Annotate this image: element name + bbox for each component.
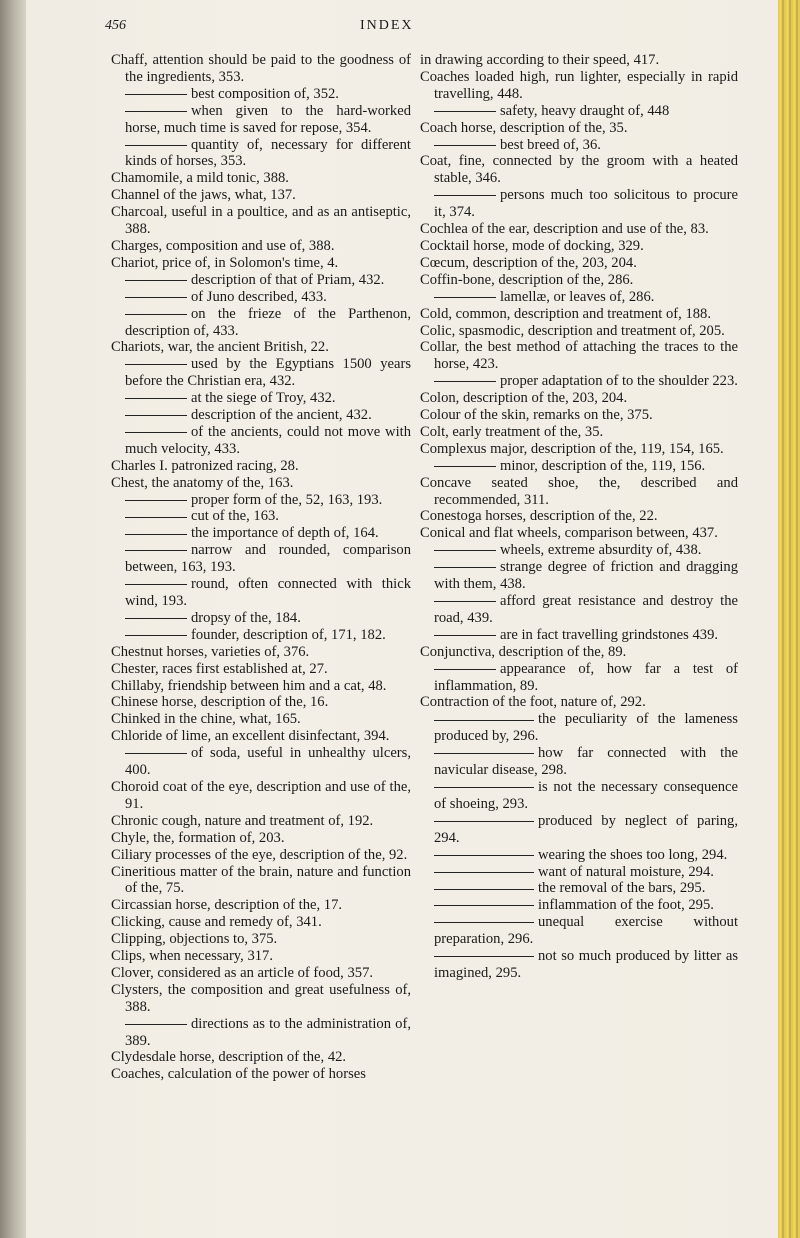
index-entry-text: wheels, extreme absurdity of, 438. — [500, 542, 702, 559]
index-entry-text: description of the ancient, 432. — [191, 407, 372, 424]
index-entry-text: Chamomile, a mild tonic, 388. — [111, 170, 289, 187]
index-entry — [420, 238, 738, 255]
index-subentry — [111, 508, 411, 525]
index-entry-text: in drawing according to their speed, 417. — [420, 52, 660, 68]
index-subentry — [420, 745, 738, 779]
index-entry — [420, 323, 738, 340]
index-subentry — [111, 407, 411, 424]
index-entry-text: unequal exercise without preparation, 296. — [434, 914, 738, 948]
index-entry-text: Chyle, the, formation of, 203. — [111, 829, 285, 846]
index-entry — [111, 694, 411, 711]
ditto-dash — [434, 821, 534, 822]
index-subentry — [111, 86, 411, 103]
index-subentry — [420, 187, 738, 221]
index-entry-text: at the siege of Troy, 432. — [191, 390, 336, 407]
index-entry-text: directions as to the administration of, 389. — [125, 1015, 411, 1049]
book-binding-edge — [0, 0, 26, 1238]
index-entry — [420, 272, 738, 289]
index-entry-text: used by the Egyptians 1500 years before the Christian era, 432. — [125, 356, 411, 390]
index-entry — [111, 52, 411, 86]
index-entry-text: strange degree of friction and dragging with them, 438. — [434, 559, 738, 593]
index-subentry — [420, 914, 738, 948]
ditto-dash — [125, 280, 187, 281]
index-entry — [111, 204, 411, 238]
index-entry — [111, 458, 411, 475]
index-entry — [420, 508, 738, 525]
index-entry-text: Coat, fine, connected by the groom with a heated stable, 346. — [420, 153, 738, 187]
index-entry — [111, 965, 411, 982]
index-subentry — [111, 610, 411, 627]
ditto-dash — [434, 195, 496, 196]
ditto-dash — [125, 314, 187, 315]
ditto-dash — [434, 855, 534, 856]
index-subentry — [111, 542, 411, 576]
index-entry-text: dropsy of the, 184. — [191, 609, 301, 626]
ditto-dash — [434, 297, 496, 298]
ditto-dash — [125, 517, 187, 518]
index-entry-text: Charges, composition and use of, 388. — [111, 237, 335, 254]
ditto-dash — [434, 889, 534, 890]
page-number: 456 — [105, 18, 126, 33]
index-entry-text: Chariots, war, the ancient British, 22. — [111, 339, 329, 356]
index-entry — [420, 441, 738, 458]
index-entry — [420, 221, 738, 238]
index-entry-text: Clysters, the composition and great usefulness of, 388. — [111, 981, 411, 1015]
index-entry — [420, 153, 738, 187]
index-entry-text: of soda, useful in unhealthy ulcers, 400. — [125, 745, 411, 779]
ditto-dash — [125, 584, 187, 585]
index-entry-text: Cocktail horse, mode of docking, 329. — [420, 237, 644, 254]
index-entry-text: Collar, the best method of attaching the traces to the horse, 423. — [420, 339, 738, 373]
index-entry — [420, 407, 738, 424]
index-entry — [111, 1049, 411, 1066]
ditto-dash — [434, 669, 496, 670]
index-entry-text: Cold, common, description and treatment of, 188. — [420, 305, 712, 322]
index-subentry — [420, 948, 738, 982]
index-entry — [111, 475, 411, 492]
ditto-dash — [125, 94, 187, 95]
index-entry-text: narrow and rounded, comparison between, 163, 193. — [125, 542, 411, 576]
index-entry-text: best breed of, 36. — [500, 136, 601, 153]
index-entry-text: wearing the shoes too long, 294. — [538, 846, 728, 863]
index-entry-text: on the frieze of the Parthenon, description of, 433. — [125, 305, 411, 339]
index-entry-text: lamellæ, or leaves of, 286. — [500, 288, 655, 305]
index-entry-text: Chaff, attention should be paid to the goodness of the ingredients, 353. — [111, 52, 411, 85]
index-entry — [420, 69, 738, 103]
index-column-left — [111, 52, 411, 1083]
ditto-dash — [125, 550, 187, 551]
index-entry — [420, 390, 738, 407]
index-entry — [420, 120, 738, 137]
index-subentry — [420, 373, 738, 390]
index-subentry — [420, 864, 738, 881]
index-subentry — [420, 779, 738, 813]
index-entry-text: Clipping, objections to, 375. — [111, 931, 278, 948]
index-entry-text: proper form of the, 52, 163, 193. — [191, 491, 383, 508]
ditto-dash — [125, 297, 187, 298]
index-entry-text: Clover, considered as an article of food, 357. — [111, 964, 374, 981]
index-entry-text: Cœcum, description of the, 203, 204. — [420, 254, 637, 271]
index-entry — [420, 339, 738, 373]
page-right-edge — [778, 0, 800, 1238]
index-entry-text: Circassian horse, description of the, 17. — [111, 897, 343, 914]
index-entry-text: Coffin-bone, description of the, 286. — [420, 271, 634, 288]
ditto-dash — [434, 567, 496, 568]
ditto-dash — [125, 753, 187, 754]
index-entry-text: inflammation of the foot, 295. — [538, 897, 714, 914]
index-entry-text: best composition of, 352. — [191, 85, 339, 102]
index-entry — [111, 982, 411, 1016]
ditto-dash — [125, 618, 187, 619]
ditto-dash — [434, 635, 496, 636]
index-entry-text: when given to the hard-worked horse, much time is saved for repose, 354. — [125, 102, 411, 136]
index-column-right — [420, 52, 738, 982]
index-subentry — [420, 559, 738, 593]
index-entry — [111, 711, 411, 728]
ditto-dash — [434, 601, 496, 602]
index-entry-text: Clicking, cause and remedy of, 341. — [111, 914, 322, 931]
index-subentry — [420, 661, 738, 695]
index-entry-text: Coaches loaded high, run lighter, especially in rapid travelling, 448. — [420, 68, 738, 102]
index-entry — [420, 475, 738, 509]
index-entry — [111, 255, 411, 272]
index-subentry — [420, 847, 738, 864]
index-entry — [111, 813, 411, 830]
index-entry-text: persons much too solicitous to procure it, 374. — [434, 187, 738, 221]
ditto-dash — [434, 956, 534, 957]
ditto-dash — [434, 466, 496, 467]
index-entry — [111, 1066, 411, 1083]
index-entry — [111, 170, 411, 187]
index-entry-text: Conestoga horses, description of the, 22. — [420, 508, 658, 525]
index-entry-text: Chester, races first established at, 27. — [111, 660, 328, 677]
index-entry-text: Colon, description of the, 203, 204. — [420, 390, 628, 407]
index-entry-text: quantity of, necessary for different kinds of horses, 353. — [125, 136, 411, 170]
index-entry-text: afford great resistance and destroy the road, 439. — [434, 593, 738, 626]
index-entry — [420, 644, 738, 661]
ditto-dash — [434, 787, 534, 788]
index-entry-text: of the ancients, could not move with much velocity, 433. — [125, 423, 411, 457]
index-subentry — [111, 525, 411, 542]
index-entry — [111, 864, 411, 898]
index-entry-text: Colt, early treatment of the, 35. — [420, 423, 604, 440]
page-header — [105, 18, 665, 42]
index-subentry — [420, 137, 738, 154]
index-entry-text: description of that of Priam, 432. — [191, 271, 385, 288]
ditto-dash — [125, 500, 187, 501]
index-entry — [111, 187, 411, 204]
ditto-dash — [434, 905, 534, 906]
index-entry-text: minor, description of the, 119, 156. — [500, 457, 706, 474]
index-entry — [111, 644, 411, 661]
index-entry — [111, 678, 411, 695]
ditto-dash — [125, 635, 187, 636]
index-entry — [111, 779, 411, 813]
index-entry-text: Coaches, calculation of the power of horses — [111, 1066, 366, 1083]
index-entry-text: founder, description of, 171, 182. — [191, 626, 386, 643]
index-entry-text: round, often connected with thick wind, 193. — [125, 576, 411, 609]
index-subentry — [420, 627, 738, 644]
index-subentry — [420, 289, 738, 306]
index-entry-text: not so much produced by litter as imagined, 295. — [434, 948, 738, 981]
index-entry-text: Conical and flat wheels, comparison between, 437. — [420, 525, 718, 542]
ditto-dash — [125, 1024, 187, 1025]
index-entry-text: is not the necessary consequence of shoeing, 293. — [434, 778, 738, 812]
index-entry-text: Cochlea of the ear, description and use of the, 83. — [420, 221, 709, 238]
index-subentry — [111, 137, 411, 171]
index-entry-text: Clydesdale horse, description of the, 42. — [111, 1049, 347, 1066]
index-entry-text: the importance of depth of, 164. — [191, 525, 379, 542]
index-entry-text: how far connected with the navicular disease, 298. — [434, 745, 738, 779]
index-entry-text: Choroid coat of the eye, description and use of the, 91. — [111, 778, 411, 812]
ditto-dash — [434, 550, 496, 551]
index-entry-text: Colic, spasmodic, description and treatment of, 205. — [420, 322, 725, 339]
index-entry — [111, 238, 411, 255]
index-subentry — [420, 897, 738, 914]
index-entry — [111, 728, 411, 745]
index-entry — [111, 661, 411, 678]
ditto-dash — [434, 111, 496, 112]
index-entry — [111, 830, 411, 847]
index-entry-text: appearance of, how far a test of inflammation, 89. — [434, 660, 738, 694]
index-entry-text: are in fact travelling grindstones 439. — [500, 626, 719, 643]
index-entry-text: Chillaby, friendship between him and a cat, 48. — [111, 677, 387, 694]
index-entry-text: Chariot, price of, in Solomon's time, 4. — [111, 254, 339, 271]
ditto-dash — [125, 534, 187, 535]
index-entry — [420, 255, 738, 272]
index-entry-text: proper adaptation of to the shoulder 223. — [500, 373, 738, 390]
index-subentry — [420, 458, 738, 475]
ditto-dash — [125, 111, 187, 112]
ditto-dash — [125, 432, 187, 433]
index-subentry — [111, 424, 411, 458]
index-entry — [111, 931, 411, 948]
index-entry-text: Complexus major, description of the, 119, 154, 165. — [420, 440, 724, 457]
index-entry-text: want of natural moisture, 294. — [538, 863, 714, 880]
index-subentry — [420, 103, 738, 120]
ditto-dash — [125, 398, 187, 399]
index-entry-text: the peculiarity of the lameness produced by, 296. — [434, 711, 738, 745]
index-subentry — [420, 813, 738, 847]
index-subentry — [420, 593, 738, 627]
index-entry-text: Coach horse, description of the, 35. — [420, 119, 628, 136]
index-entry-text: Channel of the jaws, what, 137. — [111, 187, 296, 204]
index-entry — [111, 948, 411, 965]
index-entry-text: Chloride of lime, an excellent disinfectant, 394. — [111, 728, 390, 745]
index-entry — [111, 914, 411, 931]
index-entry-text: of Juno described, 433. — [191, 288, 327, 305]
index-subentry — [111, 1016, 411, 1050]
index-entry-text: Cineritious matter of the brain, nature and function of the, 75. — [111, 863, 411, 897]
ditto-dash — [434, 922, 534, 923]
index-entry-text: Chinese horse, description of the, 16. — [111, 694, 329, 711]
index-entry — [111, 339, 411, 356]
index-entry-text: Charcoal, useful in a poultice, and as an antiseptic, 388. — [111, 204, 411, 238]
ditto-dash — [434, 872, 534, 873]
index-subentry — [111, 492, 411, 509]
ditto-dash — [434, 381, 496, 382]
index-entry-text: Chest, the anatomy of the, 163. — [111, 474, 294, 491]
index-subentry — [111, 289, 411, 306]
index-entry-text: Colour of the skin, remarks on the, 375. — [420, 407, 653, 424]
index-subentry — [420, 880, 738, 897]
index-entry-text: produced by neglect of paring, 294. — [434, 812, 738, 846]
index-subentry — [111, 390, 411, 407]
index-entry-text: Chestnut horses, varieties of, 376. — [111, 643, 310, 660]
index-entry-text: Ciliary processes of the eye, description of the, 92. — [111, 846, 408, 863]
index-subentry — [111, 627, 411, 644]
index-entry — [111, 847, 411, 864]
index-entry-text: safety, heavy draught of, 448 — [500, 102, 670, 119]
index-subentry — [420, 542, 738, 559]
index-entry-text: Contraction of the foot, nature of, 292. — [420, 694, 646, 711]
index-entry-text: Conjunctiva, description of the, 89. — [420, 643, 627, 660]
index-entry-text: cut of the, 163. — [191, 508, 279, 525]
index-subentry — [111, 272, 411, 289]
index-entry-text: Charles I. patronized racing, 28. — [111, 457, 299, 474]
index-subentry — [111, 356, 411, 390]
index-subentry — [111, 576, 411, 610]
index-subentry — [111, 103, 411, 137]
index-entry-text: Chronic cough, nature and treatment of, 192. — [111, 812, 374, 829]
ditto-dash — [434, 720, 534, 721]
index-subentry — [111, 306, 411, 340]
index-entry-continued — [420, 52, 738, 69]
ditto-dash — [125, 415, 187, 416]
index-entry — [420, 424, 738, 441]
page-title: INDEX — [360, 18, 414, 33]
index-entry-text: Clips, when necessary, 317. — [111, 948, 273, 965]
index-entry — [111, 897, 411, 914]
index-entry-text: Chinked in the chine, what, 165. — [111, 711, 301, 728]
index-subentry — [111, 745, 411, 779]
ditto-dash — [125, 145, 187, 146]
index-entry — [420, 525, 738, 542]
index-entry — [420, 694, 738, 711]
index-entry-text: Concave seated shoe, the, described and recommended, 311. — [420, 474, 738, 508]
ditto-dash — [434, 145, 496, 146]
index-entry — [420, 306, 738, 323]
ditto-dash — [125, 364, 187, 365]
index-entry-text: the removal of the bars, 295. — [538, 880, 706, 897]
index-subentry — [420, 711, 738, 745]
ditto-dash — [434, 753, 534, 754]
